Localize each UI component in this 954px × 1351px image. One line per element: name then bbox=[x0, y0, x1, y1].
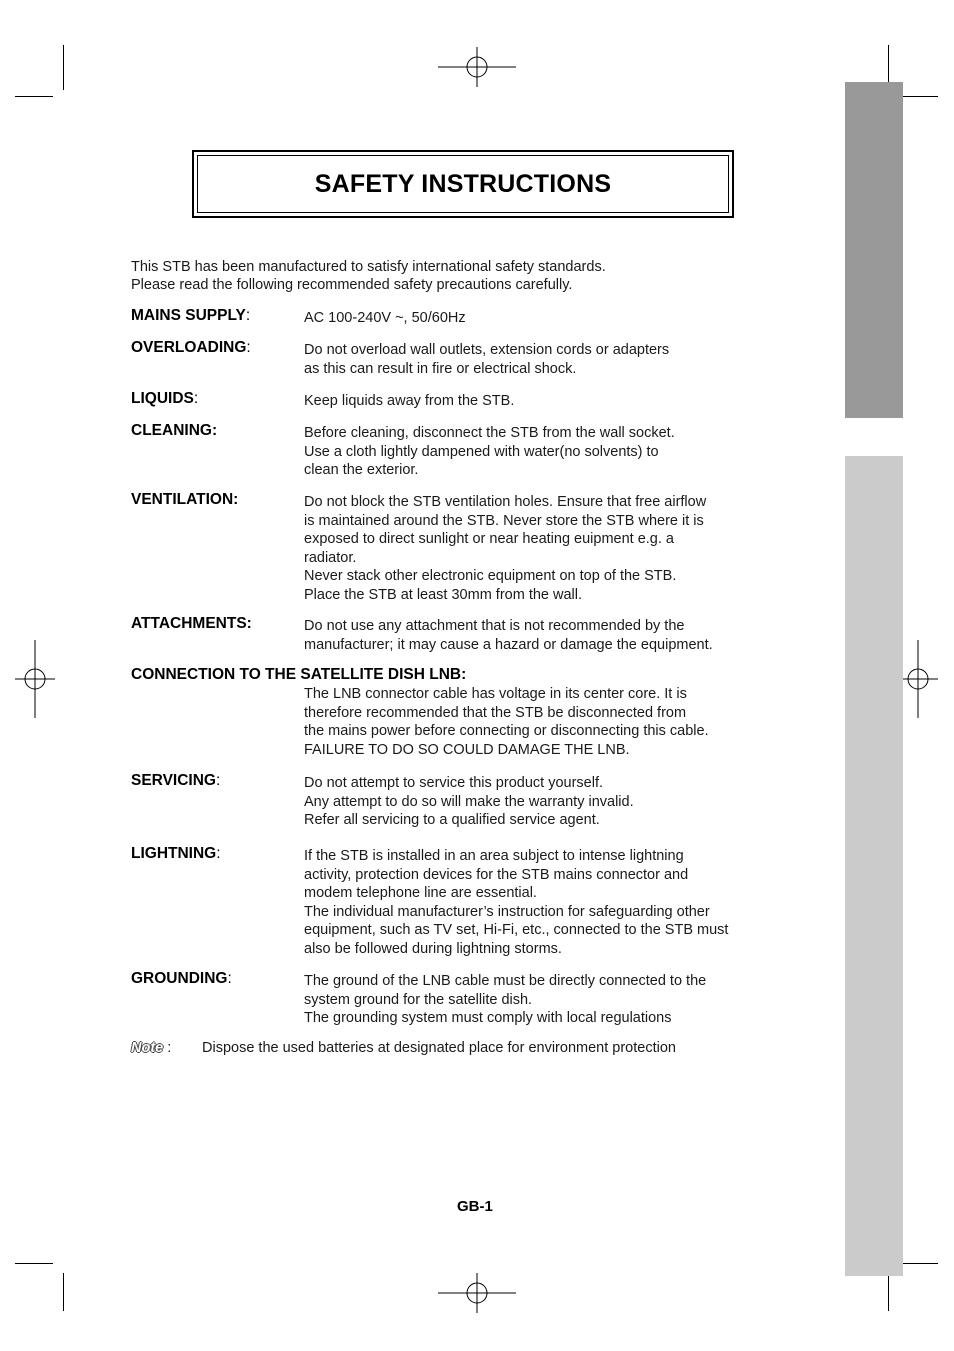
section-label: MAINS SUPPLY: bbox=[131, 307, 251, 324]
section-text: Do not block the STB ventilation holes. Ensure that free airflow is maintained around the STB. Never store the STB where it is exposed to direct sunlight or near heating euipment e.g. a radiator. Never stack other electronic equipment on top of the STB. Place the STB at least 30mm from the wall. bbox=[304, 494, 707, 603]
section-label: LIQUIDS: bbox=[131, 390, 199, 407]
registration-mark-top bbox=[438, 47, 516, 87]
section-label: CLEANING: bbox=[131, 422, 218, 439]
section-label: ATTACHMENTS: bbox=[131, 615, 252, 632]
intro-line: This STB has been manufactured to satisfy international safety standards. bbox=[131, 259, 606, 275]
intro-paragraph bbox=[131, 258, 606, 294]
section-text: Keep liquids away from the STB. bbox=[304, 393, 515, 409]
title-box bbox=[192, 150, 734, 218]
section-text: Do not attempt to service this product yourself. Any attempt to do so will make the warranty invalid. Refer all servicing to a qualified service agent. bbox=[304, 775, 634, 829]
page-number: GB-1 bbox=[457, 1198, 493, 1215]
crop-mark bbox=[15, 1263, 53, 1264]
section-text: If the STB is installed in an area subject to intense lightning activity, protection devices for the STB mains connector and modem telephone line are essential. The individual manufacturer’s instruction for safeguarding other equipment, such as TV set, Hi-Fi, etc., connected to the STB must also be followed during lightning storms. bbox=[304, 848, 729, 957]
side-tab-light bbox=[845, 456, 903, 1276]
note-text: Dispose the used batteries at designated place for environment protection bbox=[202, 1040, 676, 1056]
section-label: LIGHTNING: bbox=[131, 845, 221, 862]
title-inner-frame bbox=[197, 155, 729, 213]
registration-mark-right bbox=[898, 640, 938, 718]
crop-mark bbox=[900, 96, 938, 97]
crop-mark bbox=[63, 1273, 64, 1311]
registration-mark-left bbox=[15, 640, 55, 718]
note-label: Note bbox=[131, 1040, 164, 1056]
crop-mark bbox=[900, 1263, 938, 1264]
section-text: Before cleaning, disconnect the STB from the wall socket. Use a cloth lightly dampened with water(no solvents) to clean the exterior. bbox=[304, 425, 675, 479]
registration-mark-bottom bbox=[438, 1273, 516, 1313]
side-tab-dark bbox=[845, 82, 903, 418]
section-text: The LNB connector cable has voltage in its center core. It is therefore recommended that the STB be disconnected from the mains power before connecting or disconnecting this cable. FAILURE TO DO SO COULD DAMAGE THE LNB. bbox=[304, 686, 709, 758]
intro-line: Please read the following recommended safety precautions carefully. bbox=[131, 277, 573, 293]
section-text: AC 100-240V ~, 50/60Hz bbox=[304, 310, 466, 326]
note bbox=[131, 1040, 676, 1056]
section-label: SERVICING: bbox=[131, 772, 221, 789]
section-text: Do not use any attachment that is not recommended by the manufacturer; it may cause a hazard or damage the equipment. bbox=[304, 618, 713, 653]
note-colon: : bbox=[167, 1040, 172, 1056]
page-title: SAFETY INSTRUCTIONS bbox=[314, 169, 612, 198]
section-label: CONNECTION TO THE SATELLITE DISH LNB: bbox=[131, 666, 467, 683]
crop-mark bbox=[15, 96, 53, 97]
section-label: GROUNDING: bbox=[131, 970, 232, 987]
crop-mark bbox=[888, 1273, 889, 1311]
section-text: The ground of the LNB cable must be directly connected to the system ground for the satellite dish. The grounding system must comply with local regulations bbox=[304, 973, 707, 1027]
section-label: VENTILATION: bbox=[131, 491, 239, 508]
crop-mark bbox=[63, 45, 64, 90]
section-text: Do not overload wall outlets, extension cords or adapters as this can result in fire or electrical shock. bbox=[304, 342, 670, 377]
section-label: OVERLOADING: bbox=[131, 339, 251, 356]
